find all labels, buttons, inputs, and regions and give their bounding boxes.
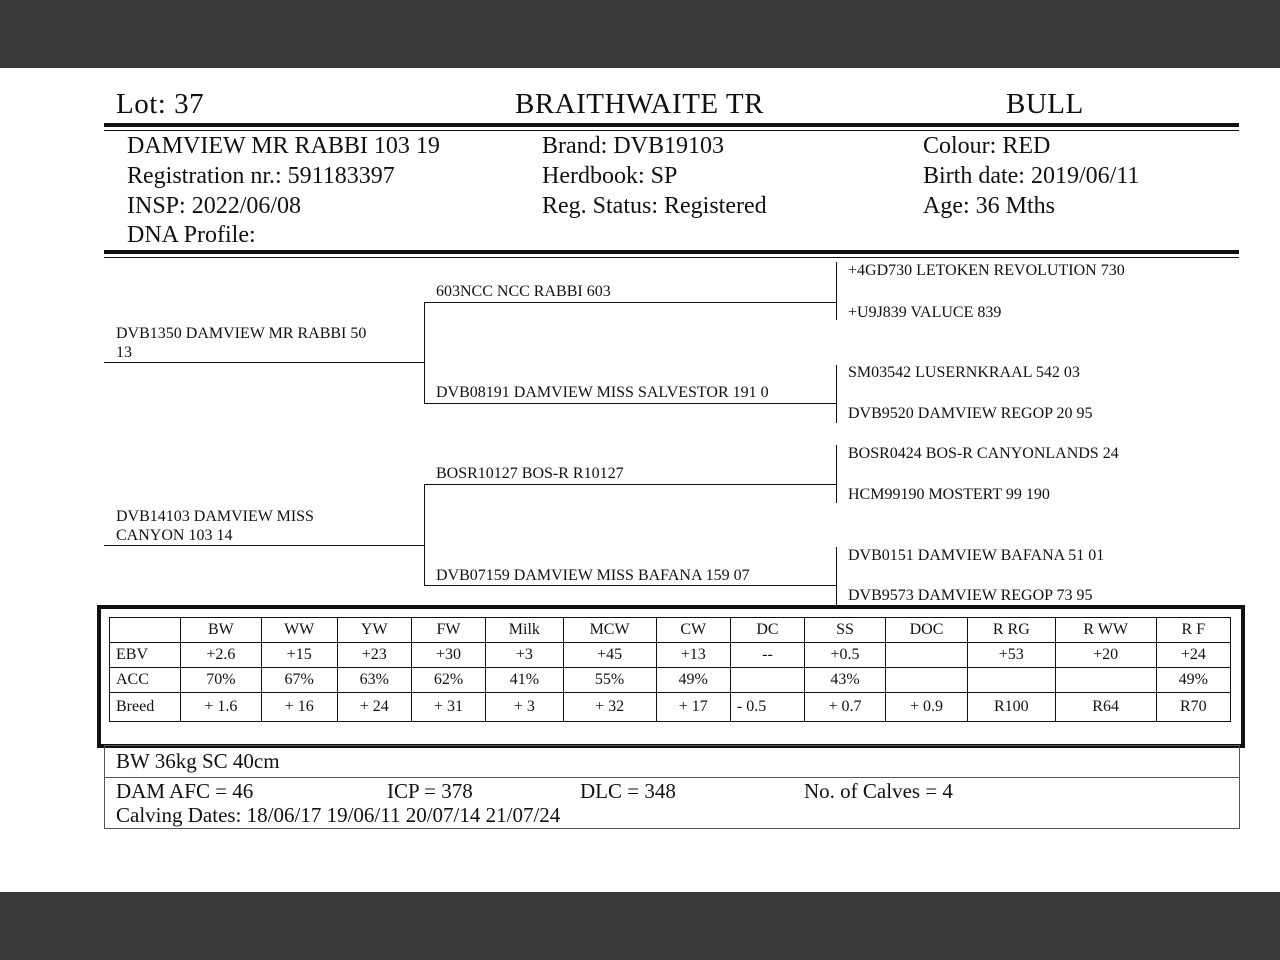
ebv-header-cell: FW [411, 618, 485, 643]
registration-number: Registration nr.: 591183397 [127, 163, 395, 189]
dam-dam: DVB07159 DAMVIEW MISS BAFANA 159 07 [436, 567, 750, 584]
gg-connector-2 [836, 365, 837, 423]
acc-cell: 49% [656, 668, 730, 693]
ebv-cell: +45 [563, 643, 656, 668]
ebv-header-cell: BW [181, 618, 262, 643]
sire [116, 324, 366, 362]
ebv-cell: +13 [656, 643, 730, 668]
breed-cell: R64 [1055, 693, 1156, 722]
ebv-header-cell [110, 618, 181, 643]
breed-cell: + 16 [261, 693, 337, 722]
ebv-row-label: EBV [110, 643, 181, 668]
breed-cell: + 24 [337, 693, 411, 722]
breed-cell: + 1.6 [181, 693, 262, 722]
sire-dam-line [424, 403, 836, 404]
ebv-cell: -- [730, 643, 804, 668]
ebv-header-cell: SS [805, 618, 886, 643]
acc-cell: 70% [181, 668, 262, 693]
gg-3: SM03542 LUSERNKRAAL 542 03 [848, 364, 1080, 381]
gg-6: HCM99190 MOSTERT 99 190 [848, 486, 1050, 503]
calving-dates: Calving Dates: 18/06/17 19/06/11 20/07/14 21/07/24 [116, 803, 561, 827]
summary-divider [104, 777, 1239, 778]
ebv-header-cell: DOC [885, 618, 967, 643]
sire-line-1: DVB1350 DAMVIEW MR RABBI 50 [116, 325, 367, 342]
breed-cell: + 32 [563, 693, 656, 722]
icp: ICP = 378 [387, 779, 473, 803]
ebv-cell: +20 [1055, 643, 1156, 668]
sire-sire: 603NCC NCC RABBI 603 [436, 283, 611, 300]
brand: Brand: DVB19103 [542, 133, 724, 159]
ebv-cell: +23 [337, 643, 411, 668]
dna-profile: DNA Profile: [127, 222, 256, 248]
gg-connector-1 [836, 262, 837, 320]
number-of-calves: No. of Calves = 4 [804, 779, 953, 803]
ebv-header-cell: Milk [486, 618, 563, 643]
ebv-cell: +2.6 [181, 643, 262, 668]
ebv-cell: +3 [486, 643, 563, 668]
dam-line-1: DVB14103 DAMVIEW MISS [116, 508, 314, 525]
gg-4: DVB9520 DAMVIEW REGOP 20 95 [848, 405, 1093, 422]
sire-connector [424, 302, 425, 403]
lot-number: Lot: 37 [116, 88, 205, 120]
ebv-header-row [110, 618, 1231, 643]
sire-line-2: 13 [116, 344, 132, 361]
ebv-table [109, 617, 1231, 722]
breed-cell: + 17 [656, 693, 730, 722]
acc-cell: 49% [1156, 668, 1230, 693]
ebv-cell: +15 [261, 643, 337, 668]
breed-cell: R100 [968, 693, 1056, 722]
dam [116, 507, 314, 545]
gg-5: BOSR0424 BOS-R CANYONLANDS 24 [848, 445, 1119, 462]
sire-dam: DVB08191 DAMVIEW MISS SALVESTOR 191 0 [436, 384, 769, 401]
reg-status: Reg. Status: Registered [542, 193, 767, 219]
ebv-header-cell: YW [337, 618, 411, 643]
ebv-cell: +53 [968, 643, 1056, 668]
acc-cell: 62% [411, 668, 485, 693]
acc-cell [885, 668, 967, 693]
birth-date: Birth date: 2019/06/11 [923, 163, 1140, 189]
info-rule-thin [104, 257, 1239, 258]
info-rule [104, 250, 1239, 254]
ebv-cell: +30 [411, 643, 485, 668]
acc-cell: 43% [805, 668, 886, 693]
top-bar [0, 0, 1280, 68]
gg-1: +4GD730 LETOKEN REVOLUTION 730 [848, 262, 1125, 279]
acc-cell [1055, 668, 1156, 693]
ebv-header-cell: R F [1156, 618, 1230, 643]
dam-line-2: CANYON 103 14 [116, 527, 233, 544]
ebv-header-cell: R WW [1055, 618, 1156, 643]
ebv-header-cell: DC [730, 618, 804, 643]
acc-cell: 41% [486, 668, 563, 693]
gg-connector-3 [836, 445, 837, 503]
acc-cell: 55% [563, 668, 656, 693]
ebv-cell: +24 [1156, 643, 1230, 668]
ebv-header-cell: R RG [968, 618, 1056, 643]
breeder-name: BRAITHWAITE TR [515, 88, 764, 120]
dam-afc: DAM AFC = 46 [116, 779, 254, 803]
breed-cell: R70 [1156, 693, 1230, 722]
gg-7: DVB0151 DAMVIEW BAFANA 51 01 [848, 547, 1105, 564]
gg-connector-4 [836, 547, 837, 605]
ebv-row [110, 643, 1231, 668]
breed-cell: + 31 [411, 693, 485, 722]
ebv-header-cell: CW [656, 618, 730, 643]
dam-sire: BOSR10127 BOS-R R10127 [436, 465, 624, 482]
animal-name: DAMVIEW MR RABBI 103 19 [127, 133, 440, 159]
weights: BW 36kg SC 40cm [116, 749, 280, 773]
acc-cell [730, 668, 804, 693]
sire-sire-line [424, 302, 836, 303]
gg-8: DVB9573 DAMVIEW REGOP 73 95 [848, 587, 1093, 604]
acc-cell [968, 668, 1056, 693]
breed-cell: + 0.7 [805, 693, 886, 722]
acc-cell: 63% [337, 668, 411, 693]
ebv-header-cell: MCW [563, 618, 656, 643]
acc-row [110, 668, 1231, 693]
animal-sex: BULL [1006, 88, 1084, 120]
age: Age: 36 Mths [923, 193, 1055, 219]
herdbook: Herdbook: SP [542, 163, 678, 189]
breed-cell: + 0.9 [885, 693, 967, 722]
breed-row-label: Breed [110, 693, 181, 722]
dam-line [104, 545, 424, 546]
header-rule [104, 123, 1239, 127]
ebv-header-cell: WW [261, 618, 337, 643]
breed-cell: + 3 [486, 693, 563, 722]
dam-dam-line [424, 585, 836, 586]
ebv-cell: +0.5 [805, 643, 886, 668]
dam-sire-line [424, 484, 836, 485]
acc-cell: 67% [261, 668, 337, 693]
inspection-date: INSP: 2022/06/08 [127, 193, 302, 219]
acc-row-label: ACC [110, 668, 181, 693]
breed-cell: - 0.5 [730, 693, 804, 722]
header-rule-thin [104, 130, 1239, 131]
breed-row [110, 693, 1231, 722]
gg-2: +U9J839 VALUCE 839 [848, 304, 1002, 321]
bottom-bar [0, 892, 1280, 960]
colour: Colour: RED [923, 133, 1051, 159]
ebv-cell [885, 643, 967, 668]
dam-connector [424, 484, 425, 585]
dlc: DLC = 348 [580, 779, 676, 803]
sire-line [104, 362, 424, 363]
